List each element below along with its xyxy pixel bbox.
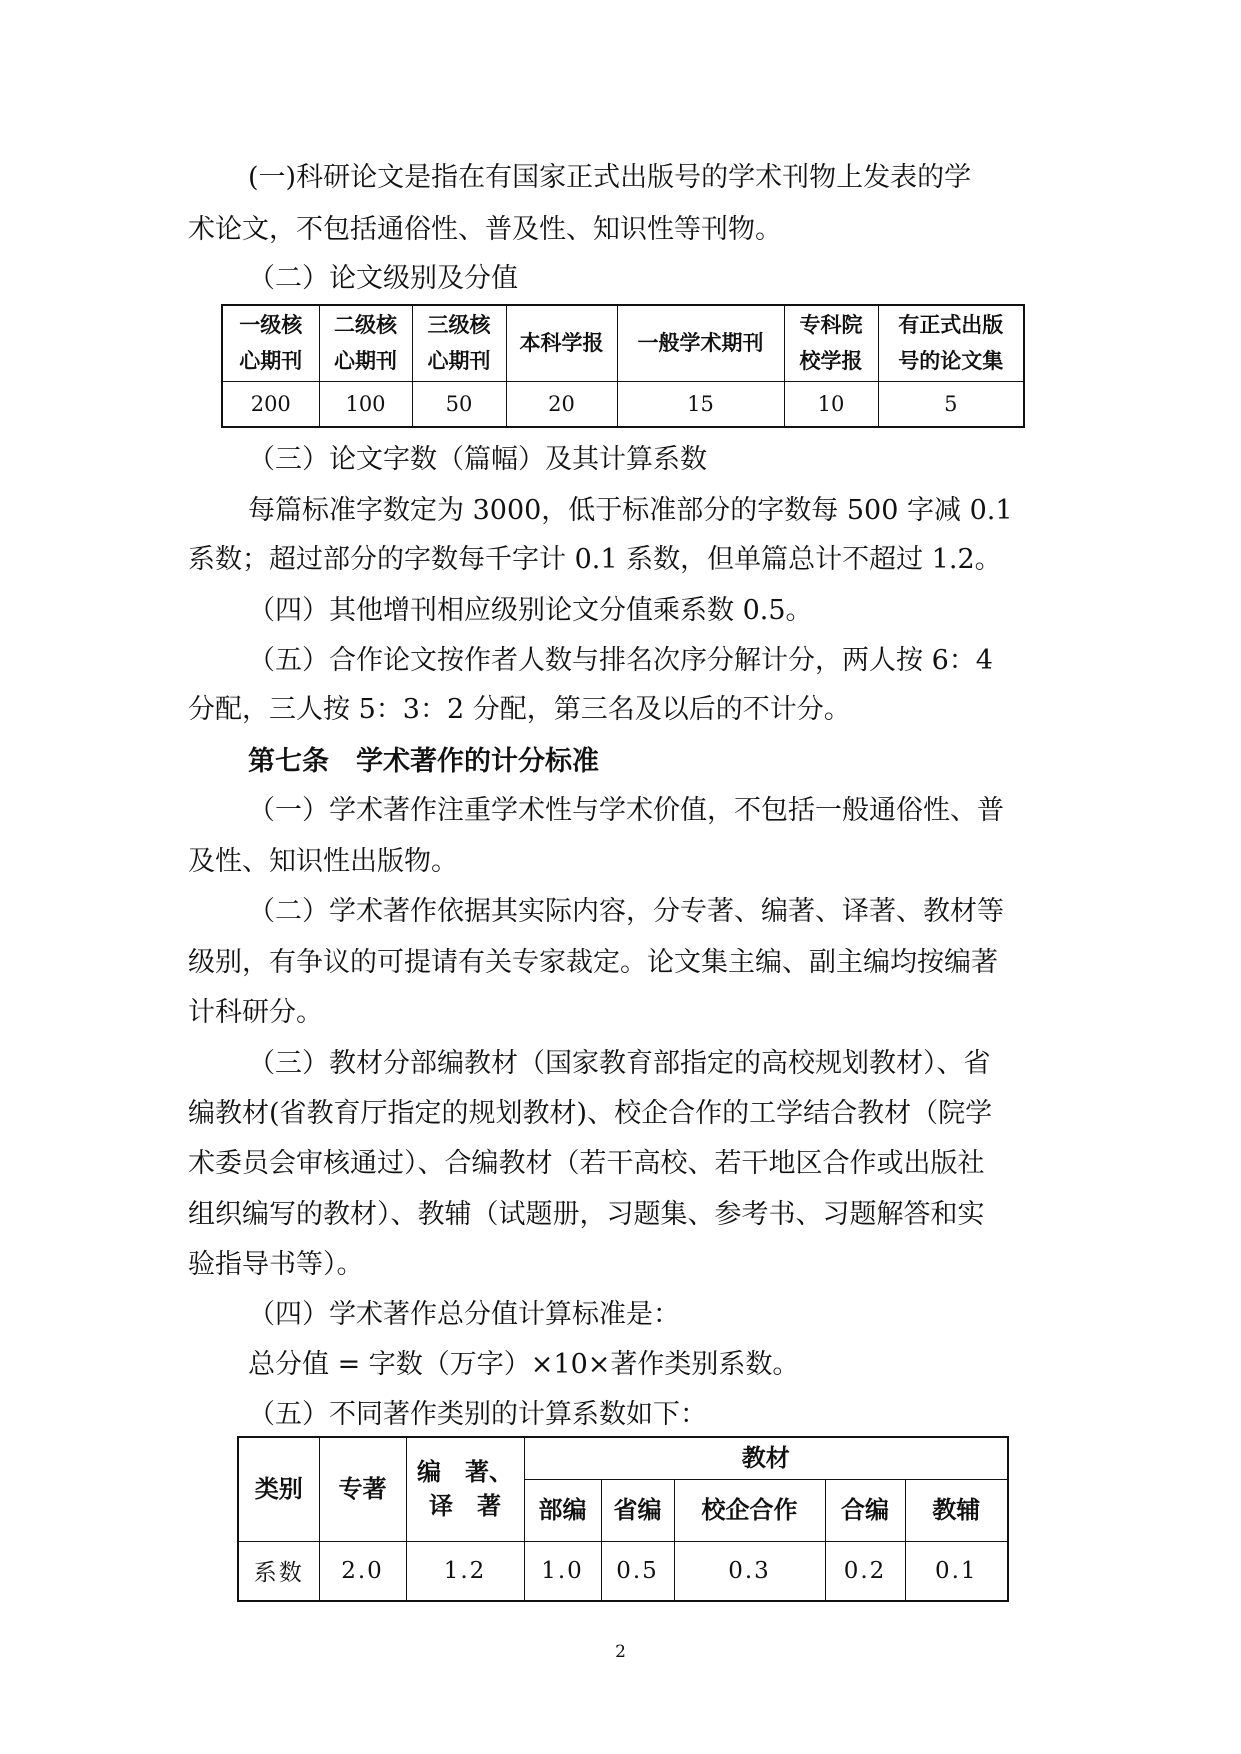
paragraph-9-line-3: 术委员会审核通过）、合编教材（若干高校、若干地区合作或出版社 bbox=[188, 1148, 985, 1179]
t2-header-category: 类别 bbox=[238, 1437, 319, 1541]
formula-line: 总分值 = 字数（万字）×10×著作类别系数。 bbox=[248, 1349, 800, 1380]
t1-value-cell: 200 bbox=[222, 381, 319, 427]
t2-header-sub: 教辅 bbox=[905, 1479, 1008, 1541]
t1-value-cell: 20 bbox=[506, 381, 617, 427]
paragraph-8-line-1: （二）学术著作依据其实际内容，分专著、编著、译著、教材等 bbox=[248, 896, 1004, 927]
t1-header-cell: 一级核 心期刊 bbox=[222, 305, 319, 381]
t2-header-sub: 校企合作 bbox=[674, 1479, 825, 1541]
t1-value-cell: 5 bbox=[878, 381, 1024, 427]
t2-value-cell: 1.0 bbox=[524, 1541, 601, 1601]
t2-header-textbook: 教材 bbox=[524, 1437, 1008, 1479]
paragraph-3: （三）论文字数（篇幅）及其计算系数 bbox=[248, 444, 707, 475]
t2-header-sub: 部编 bbox=[524, 1479, 601, 1541]
t2-header-monograph: 专著 bbox=[319, 1437, 406, 1541]
t1-header-cell: 有正式出版 号的论文集 bbox=[878, 305, 1024, 381]
paragraph-7-line-1: （一）学术著作注重学术性与学术价值，不包括一般通俗性、普 bbox=[248, 795, 1004, 826]
paragraph-9-line-2: 编教材(省教育厅指定的规划教材)、校企合作的工学结合教材（院学 bbox=[188, 1098, 993, 1129]
paragraph-9-line-4: 组织编写的教材）、教辅（试题册，习题集、参考书、习题解答和实 bbox=[188, 1199, 985, 1230]
paragraph-8-line-2: 级别，有争议的可提请有关专家裁定。论文集主编、副主编均按编著 bbox=[188, 947, 998, 978]
t1-header-cell: 二级核 心期刊 bbox=[319, 305, 412, 381]
t2-header-edited: 编 著、 译 著 bbox=[406, 1437, 524, 1541]
t2-header-sub: 省编 bbox=[601, 1479, 674, 1541]
t1-value-cell: 15 bbox=[617, 381, 784, 427]
article-7-heading: 第七条 学术著作的计分标准 bbox=[248, 746, 599, 777]
t1-header-cell: 三级核 心期刊 bbox=[412, 305, 506, 381]
paragraph-1-line-1: (一)科研论文是指在有国家正式出版号的学术刊物上发表的学 bbox=[248, 162, 972, 193]
t2-value-cell: 2.0 bbox=[319, 1541, 406, 1601]
t1-value-cell: 100 bbox=[319, 381, 412, 427]
paragraph-6-line-2: 分配，三人按 5：3：2 分配，第三名及以后的不计分。 bbox=[188, 694, 851, 725]
t2-row-label: 系数 bbox=[238, 1541, 319, 1601]
t1-header-cell: 一般学术期刊 bbox=[617, 305, 784, 381]
paragraph-5: （四）其他增刊相应级别论文分值乘系数 0.5。 bbox=[248, 595, 813, 626]
journal-score-table bbox=[221, 304, 1025, 428]
paragraph-2: （二）论文级别及分值 bbox=[248, 263, 518, 294]
paragraph-9-line-5: 验指导书等）。 bbox=[188, 1249, 364, 1280]
paragraph-4-line-2: 系数；超过部分的字数每千字计 0.1 系数，但单篇总计不超过 1.2。 bbox=[188, 544, 1002, 575]
t1-value-cell: 50 bbox=[412, 381, 506, 427]
paragraph-10: （四）学术著作总分值计算标准是： bbox=[248, 1299, 680, 1330]
t2-value-cell: 0.3 bbox=[674, 1541, 825, 1601]
page-number: 2 bbox=[615, 1642, 626, 1662]
t2-value-cell: 0.5 bbox=[601, 1541, 674, 1601]
paragraph-9-line-1: （三）教材分部编教材（国家教育部指定的高校规划教材）、省 bbox=[248, 1048, 991, 1079]
t2-value-cell: 1.2 bbox=[406, 1541, 524, 1601]
t2-value-cell: 0.2 bbox=[825, 1541, 905, 1601]
t2-header-sub: 合编 bbox=[825, 1479, 905, 1541]
paragraph-1-line-2: 术论文，不包括通俗性、普及性、知识性等刊物。 bbox=[188, 214, 782, 245]
t2-value-cell: 0.1 bbox=[905, 1541, 1008, 1601]
paragraph-7-line-2: 及性、知识性出版物。 bbox=[188, 846, 458, 877]
paragraph-6-line-1: （五）合作论文按作者人数与排名次序分解计分，两人按 6：4 bbox=[248, 645, 993, 676]
book-coefficient-table bbox=[237, 1436, 1009, 1602]
t1-header-cell: 专科院 校学报 bbox=[784, 305, 878, 381]
paragraph-4-line-1: 每篇标准字数定为 3000，低于标准部分的字数每 500 字减 0.1 bbox=[248, 495, 1013, 526]
paragraph-8-line-3: 计科研分。 bbox=[188, 997, 323, 1028]
t1-value-cell: 10 bbox=[784, 381, 878, 427]
t1-header-cell: 本科学报 bbox=[506, 305, 617, 381]
paragraph-12: （五）不同著作类别的计算系数如下： bbox=[248, 1399, 707, 1430]
